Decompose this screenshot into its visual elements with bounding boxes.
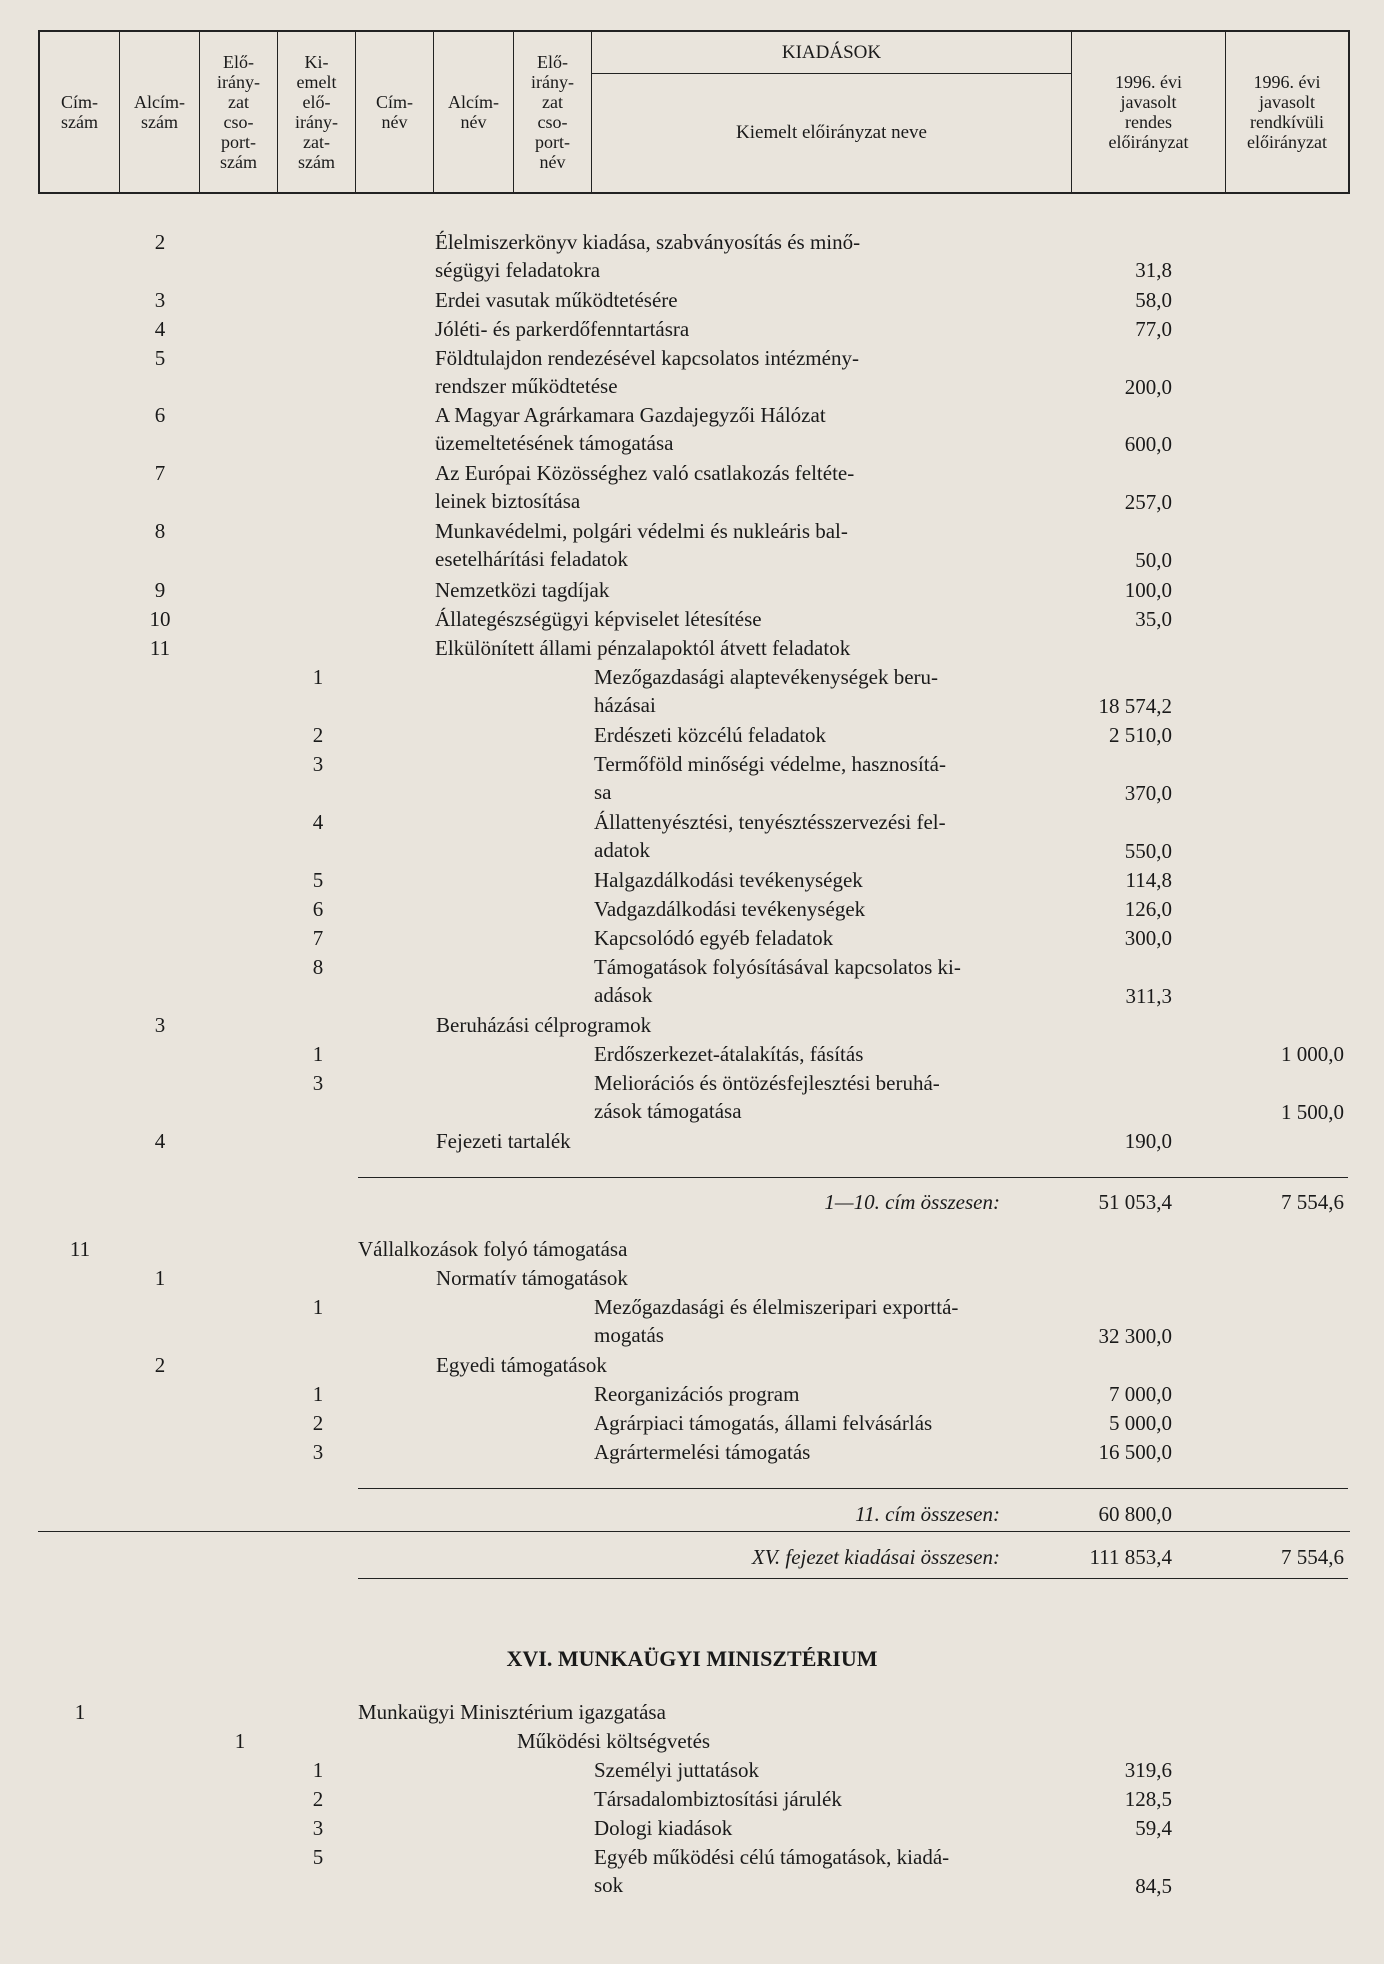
row-value-rendes: 311,3 — [1125, 984, 1172, 1008]
row-value-rendes: 50,0 — [1135, 548, 1172, 572]
row-number: 3 — [154, 1013, 166, 1037]
row-number: 1 — [312, 1042, 324, 1066]
row-value-rendes: 16 500,0 — [1098, 1440, 1172, 1464]
row-value-rendes: 18 574,2 — [1098, 694, 1172, 718]
row-number: 1 — [312, 1758, 324, 1782]
row-name: Erdészeti közcélú feladatok — [594, 723, 827, 747]
row-name: Élelmiszerkönyv kiadása, szabványosítás és minő- ségügyi feladatokra — [435, 230, 861, 282]
row-number: 1 — [74, 1700, 86, 1724]
row-number: 11 — [69, 1237, 91, 1261]
header-eloiranyzat-csoport-nev: Elő- irány- zat cso- port- név — [514, 32, 592, 192]
header-kiemelt-eloiranyzat-szam: Ki- emelt elő- irány- zat- szám — [278, 32, 356, 192]
row-name: Támogatások folyósításával kapcsolatos ki- adások — [594, 955, 961, 1007]
row-name: Egyedi támogatások — [436, 1353, 607, 1377]
row-number: 1 — [312, 665, 324, 689]
row-number: 1 — [312, 1295, 324, 1319]
total-value-rendkivuli: 7 554,6 — [1281, 1545, 1344, 1569]
row-value-rendes: 58,0 — [1135, 288, 1172, 312]
row-number: 5 — [154, 346, 166, 370]
row-number: 9 — [154, 578, 166, 602]
header-rendkivuli-eloiranyzat: 1996. évi javasolt rendkívüli előirányzat — [1247, 72, 1327, 152]
row-value-rendes: 257,0 — [1124, 490, 1172, 514]
row-number: 3 — [312, 1816, 324, 1840]
row-name: A Magyar Agrárkamara Gazdajegyzői Hálózat üzemeltetésének támogatása — [435, 403, 826, 455]
row-value-rendes: 31,8 — [1135, 258, 1172, 282]
section-title: XVI. MUNKAÜGYI MINISZTÉRIUM — [506, 1646, 878, 1671]
row-number: 11 — [149, 636, 171, 660]
row-number: 1 — [154, 1266, 166, 1290]
row-name: Munkaügyi Minisztérium igazgatása — [358, 1700, 666, 1724]
row-name: Személyi juttatások — [594, 1758, 760, 1782]
row-value-rendes: 128,5 — [1124, 1787, 1172, 1811]
table-header — [38, 30, 1350, 194]
row-value-rendes: 600,0 — [1124, 432, 1172, 456]
row-value-rendes: 59,4 — [1135, 1816, 1172, 1840]
row-name: Működési költségvetés — [517, 1729, 711, 1753]
row-name: Termőföld minőségi védelme, hasznosítá- sa — [594, 752, 946, 804]
row-value-rendes: 84,5 — [1135, 1874, 1172, 1898]
header-alcim-nev: Alcím- név — [434, 32, 514, 192]
row-number: 8 — [154, 519, 166, 543]
row-name: Állattenyésztési, tenyésztésszervezési fel- adatok — [594, 810, 946, 862]
row-value-rendes: 200,0 — [1124, 375, 1172, 399]
row-name: Nemzetközi tagdíjak — [435, 578, 610, 602]
row-name: Meliorációs és öntözésfejlesztési beruhá- zások támogatása — [594, 1071, 940, 1123]
row-value-rendes: 2 510,0 — [1109, 723, 1172, 747]
subtotal-value-rendes: 60 800,0 — [1098, 1502, 1172, 1526]
subtotal-value-rendkivuli: 7 554,6 — [1281, 1190, 1344, 1214]
row-number: 5 — [312, 1845, 324, 1869]
row-name: Agrártermelési támogatás — [594, 1440, 811, 1464]
row-value-rendes: 126,0 — [1124, 897, 1172, 921]
row-value-rendes: 300,0 — [1124, 926, 1172, 950]
row-name: Elkülönített állami pénzalapoktól átvett feladatok — [435, 636, 851, 660]
row-number: 6 — [312, 897, 324, 921]
row-number: 1 — [312, 1382, 324, 1406]
header-rendes-eloiranyzat: 1996. évi javasolt rendes előirányzat — [1072, 32, 1226, 192]
row-number: 7 — [312, 926, 324, 950]
row-value-rendes: 100,0 — [1124, 578, 1172, 602]
row-name: Reorganizációs program — [594, 1382, 800, 1406]
row-value-rendes: 35,0 — [1135, 607, 1172, 631]
row-name: Dologi kiadások — [594, 1816, 733, 1840]
row-name: Társadalombiztosítási járulék — [594, 1787, 842, 1811]
row-number: 3 — [154, 288, 166, 312]
header-eloiranyzat-csoport-szam: Elő- irány- zat cso- port- szám — [200, 32, 278, 192]
row-name: Munkavédelmi, polgári védelmi és nukleáris bal- esetelhárítási feladatok — [435, 519, 848, 571]
header-kiadasok — [592, 32, 1072, 192]
row-number: 5 — [312, 868, 324, 892]
row-name: Kapcsolódó egyéb feladatok — [594, 926, 834, 950]
row-number: 6 — [154, 403, 166, 427]
row-value-rendes: 550,0 — [1124, 839, 1172, 863]
row-name: Földtulajdon rendezésével kapcsolatos intézmény- rendszer működtetése — [435, 346, 859, 398]
row-name: Normatív támogatások — [436, 1266, 628, 1290]
row-name: Állategészségügyi képviselet létesítése — [435, 607, 762, 631]
row-number: 3 — [312, 1440, 324, 1464]
row-number: 2 — [154, 1353, 166, 1377]
row-value-rendes: 5 000,0 — [1109, 1411, 1172, 1435]
row-value-rendes: 7 000,0 — [1109, 1382, 1172, 1406]
row-name: Vadgazdálkodási tevékenységek — [594, 897, 866, 921]
header-alcim-szam: Alcím- szám — [120, 32, 200, 192]
row-value-rendes: 114,8 — [1125, 868, 1172, 892]
subtotal-rule — [358, 1177, 1348, 1178]
row-name: Beruházási célprogramok — [436, 1013, 652, 1037]
row-name: Fejezeti tartalék — [436, 1129, 571, 1153]
row-value-rendkivuli: 1 500,0 — [1281, 1100, 1344, 1124]
row-name: Mezőgazdasági és élelmiszeripari exporttá- mogatás — [594, 1295, 959, 1347]
row-name: Jóléti- és parkerdőfenntartásra — [435, 317, 690, 341]
total-rule — [38, 1531, 1350, 1532]
row-value-rendes: 370,0 — [1124, 781, 1172, 805]
subtotal-label: 11. cím összesen: — [855, 1502, 1000, 1526]
row-value-rendes: 319,6 — [1124, 1758, 1172, 1782]
subtotal-rule — [358, 1488, 1348, 1489]
row-number: 7 — [154, 461, 166, 485]
row-name: Erdei vasutak működtetésére — [435, 288, 678, 312]
row-name: Erdőszerkezet-átalakítás, fásítás — [594, 1042, 864, 1066]
row-value-rendes: 77,0 — [1135, 317, 1172, 341]
row-value-rendes: 190,0 — [1124, 1129, 1172, 1153]
row-name: Agrárpiaci támogatás, állami felvásárlás — [594, 1411, 933, 1435]
row-number: 4 — [154, 1129, 166, 1153]
row-name: Egyéb működési célú támogatások, kiadá- sok — [594, 1845, 950, 1897]
row-number: 8 — [312, 955, 324, 979]
row-number: 3 — [312, 1071, 324, 1095]
row-value-rendes: 32 300,0 — [1098, 1324, 1172, 1348]
total-label: XV. fejezet kiadásai összesen: — [751, 1545, 1000, 1569]
subtotal-label: 1—10. cím összesen: — [824, 1190, 1000, 1214]
row-number: 2 — [312, 723, 324, 747]
row-number: 1 — [234, 1729, 246, 1753]
subtotal-value-rendes: 51 053,4 — [1098, 1190, 1172, 1214]
row-name: Vállalkozások folyó támogatása — [358, 1237, 628, 1261]
header-kiemelt-eloiranyzat-neve: Kiemelt előirányzat neve — [736, 122, 927, 143]
total-value-rendes: 111 853,4 — [1089, 1545, 1172, 1569]
row-number: 4 — [154, 317, 166, 341]
row-name: Mezőgazdasági alaptevékenységek beru- házásai — [594, 665, 938, 717]
row-number: 2 — [312, 1787, 324, 1811]
row-number: 3 — [312, 752, 324, 776]
row-number: 2 — [154, 230, 166, 254]
row-name: Halgazdálkodási tevékenységek — [594, 868, 863, 892]
header-cim-szam: Cím- szám — [40, 32, 120, 192]
row-name: Az Európai Közösséghez való csatlakozás feltéte- leinek biztosítása — [435, 461, 855, 513]
row-number: 4 — [312, 810, 324, 834]
header-kiadasok-title: KIADÁSOK — [592, 32, 1071, 74]
row-number: 2 — [312, 1411, 324, 1435]
total-rule-bottom — [358, 1578, 1348, 1579]
header-cim-nev: Cím- név — [356, 32, 434, 192]
row-value-rendkivuli: 1 000,0 — [1281, 1042, 1344, 1066]
row-number: 10 — [149, 607, 171, 631]
